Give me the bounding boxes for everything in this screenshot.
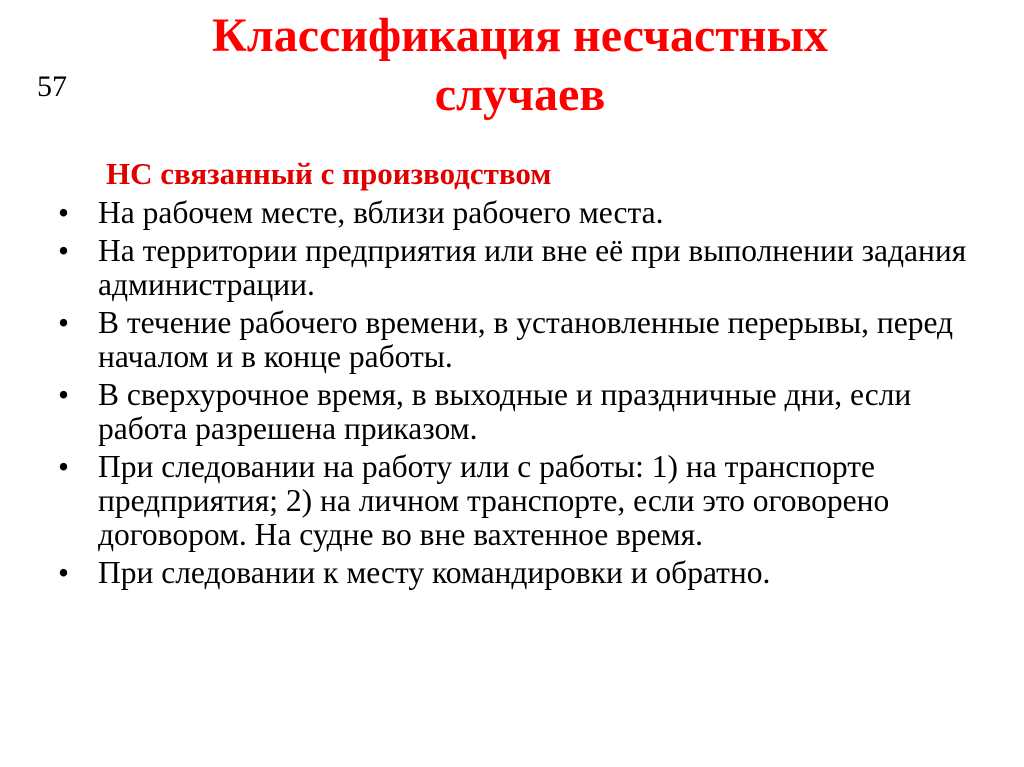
bullet-item bbox=[58, 234, 1008, 302]
bullet-dot-icon: • bbox=[58, 195, 70, 230]
bullet-item bbox=[58, 306, 1008, 374]
slide-title bbox=[60, 6, 980, 124]
bullet-dot-icon: • bbox=[58, 233, 70, 268]
bullet-item bbox=[58, 556, 1008, 590]
bullet-text: При следовании к месту командировки и обратно. bbox=[98, 555, 771, 590]
bullet-dot-icon: • bbox=[58, 449, 70, 484]
bullet-item bbox=[58, 378, 1008, 446]
bullet-text: При следовании на работу или с работы: 1) на транспорте предприятия; 2) на личном транспорте, если это оговорено договором. На судне во вне вахтенное время. bbox=[98, 449, 890, 552]
bullet-text: На рабочем месте, вблизи рабочего места. bbox=[98, 195, 664, 230]
bullet-dot-icon: • bbox=[58, 377, 70, 412]
bullet-text: В течение рабочего времени, в установленные перерывы, перед началом и в конце работы. bbox=[98, 305, 954, 374]
bullet-text: На территории предприятия или вне её при выполнении задания администрации. bbox=[98, 233, 967, 302]
bullet-list bbox=[58, 196, 1008, 594]
section-subtitle: НС связанный с производством bbox=[106, 156, 552, 191]
slide-number: 57 bbox=[37, 70, 67, 103]
bullet-dot-icon: • bbox=[58, 555, 70, 590]
slide-title-line-1: Классификация несчастных bbox=[211, 9, 829, 62]
bullet-item bbox=[58, 450, 1008, 552]
bullet-text: В сверхурочное время, в выходные и праздничные дни, если работа разрешена приказом. bbox=[98, 377, 912, 446]
slide-title-line-2: случаев bbox=[434, 68, 606, 121]
bullet-item bbox=[58, 196, 1008, 230]
bullet-dot-icon: • bbox=[58, 305, 70, 340]
